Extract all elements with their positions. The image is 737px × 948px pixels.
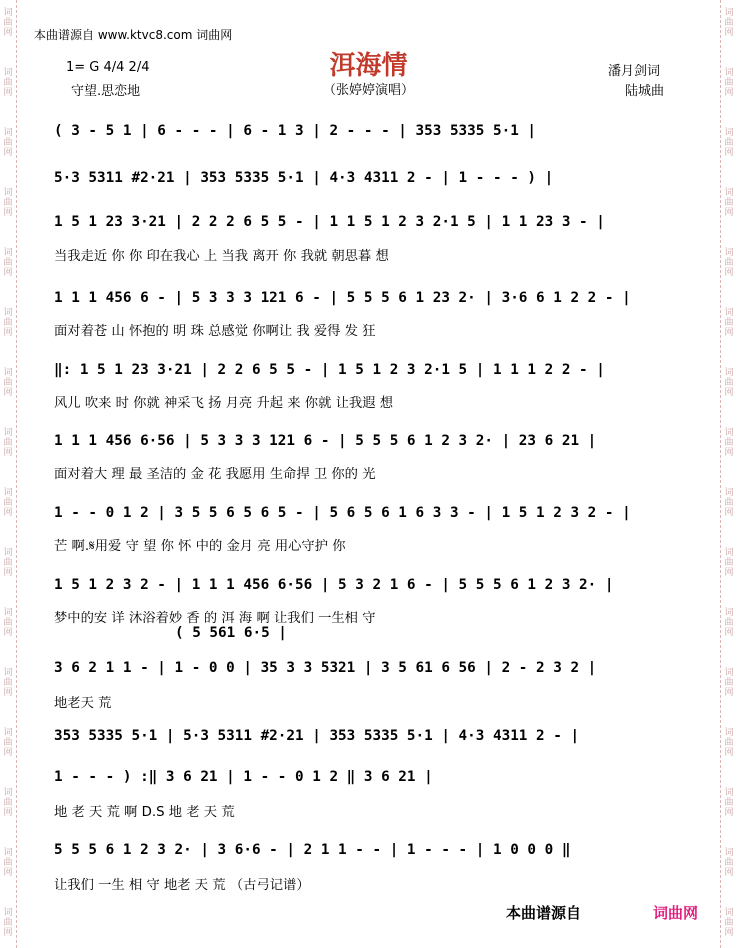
footer-source-label: 本曲谱源自 <box>506 904 582 922</box>
watermark-text: 词曲网 <box>724 848 734 878</box>
watermark-text: 词曲网 <box>3 848 13 878</box>
watermark-text: 词曲网 <box>724 368 734 398</box>
watermark-text: 词曲网 <box>3 188 13 218</box>
watermark-text: 词曲网 <box>724 608 734 638</box>
mood-marking: 守望.思恋地 <box>71 84 141 99</box>
notation-line: ‖: 1 5 1 23 3·21 | 2 2 6 5 5 - | 1 5 1 2 3 2·1 5 | 1 1 1 2 2 - | <box>54 362 605 378</box>
watermark-text: 词曲网 <box>724 488 734 518</box>
watermark-text: 词曲网 <box>3 488 13 518</box>
watermark-text: 词曲网 <box>724 788 734 818</box>
notation-line: ( 5 561 6·5 | <box>175 625 287 641</box>
watermark-text: 词曲网 <box>724 188 734 218</box>
watermark-text: 词曲网 <box>3 128 13 158</box>
left-margin-watermark <box>0 0 17 948</box>
watermark-text: 词曲网 <box>724 908 734 938</box>
watermark-text: 词曲网 <box>3 788 13 818</box>
notation-line: 353 5335 5·1 | 5·3 5311 #2·21 | 353 5335 5·1 | 4·3 4311 2 - | <box>54 728 580 744</box>
lyrics-line: 地老天 荒 <box>54 696 112 711</box>
lyrics-line: 芒 啊.𝄋用爱 守 望 你 怀 中的 金月 亮 用心守护 你 <box>54 539 346 554</box>
lyrics-line: 面对着苍 山 怀抱的 明 珠 总感觉 你啊让 我 爱得 发 狂 <box>54 324 376 339</box>
watermark-text: 词曲网 <box>724 668 734 698</box>
notation-line: 1 1 1 456 6 - | 5 3 3 3 121 6 - | 5 5 5 6 1 23 2· | 3·6 6 1 2 2 - | <box>54 290 631 306</box>
notation-line: 5·3 5311 #2·21 | 353 5335 5·1 | 4·3 4311 2 - | 1 - - - ) | <box>54 170 554 186</box>
notation-line: 1 5 1 23 3·21 | 2 2 2 6 5 5 - | 1 1 5 1 2 3 2·1 5 | 1 1 23 3 - | <box>54 214 605 230</box>
watermark-text: 词曲网 <box>724 728 734 758</box>
watermark-text: 词曲网 <box>724 68 734 98</box>
singer-credit: （张婷婷演唱） <box>322 83 414 98</box>
watermark-text: 词曲网 <box>3 368 13 398</box>
watermark-text: 词曲网 <box>3 728 13 758</box>
watermark-text: 词曲网 <box>724 308 734 338</box>
lyrics-line: 地 老 天 荒 啊 D.S 地 老 天 荒 <box>54 805 235 820</box>
notation-line: 1 5 1 2 3 2 - | 1 1 1 456 6·56 | 5 3 2 1 6 - | 5 5 5 6 1 2 3 2· | <box>54 577 614 593</box>
watermark-text: 词曲网 <box>3 428 13 458</box>
notation-line: 1 - - - ) :‖ 3 6 21 | 1 - - 0 1 2 ‖ 3 6 21 | <box>54 769 433 785</box>
notation-line: 1 - - 0 1 2 | 3 5 5 6 5 6 5 - | 5 6 5 6 1 6 3 3 - | 1 5 1 2 3 2 - | <box>54 505 631 521</box>
notation-line: 1 1 1 456 6·56 | 5 3 3 3 121 6 - | 5 5 5 6 1 2 3 2· | 23 6 21 | <box>54 433 597 449</box>
lyrics-line: 让我们 一生 相 守 地老 天 荒 （古弓记谱） <box>54 878 310 893</box>
notation-line: 5 5 5 6 1 2 3 2· | 3 6·6 - | 2 1 1 - - | 1 - - - | 1 0 0 0 ‖ <box>54 842 571 858</box>
right-margin-watermark <box>720 0 737 948</box>
lyricist-credit: 潘月剑词 <box>608 64 661 79</box>
watermark-text: 词曲网 <box>3 548 13 578</box>
footer-site-name: 词曲网 <box>653 904 699 922</box>
watermark-text: 词曲网 <box>3 8 13 38</box>
lyrics-line: 面对着大 理 最 圣洁的 金 花 我愿用 生命捍 卫 你的 光 <box>54 467 376 482</box>
lyrics-line: 当我走近 你 你 印在我心 上 当我 离开 你 我就 朝思暮 想 <box>54 249 389 264</box>
lyrics-line: 梦中的安 详 沐浴着妙 香 的 洱 海 啊 让我们 一生相 守 <box>54 611 376 626</box>
source-line: 本曲谱源自 www.ktvc8.com 词曲网 <box>34 28 233 42</box>
notation-line: ( 3 - 5 1 | 6 - - - | 6 - 1 3 | 2 - - - | 353 5335 5·1 | <box>54 123 537 139</box>
watermark-text: 词曲网 <box>3 608 13 638</box>
notation-line: 3 6 2 1 1 - | 1 - 0 0 | 35 3 3 5321 | 3 5 61 6 56 | 2 - 2 3 2 | <box>54 660 597 676</box>
watermark-text: 词曲网 <box>724 8 734 38</box>
watermark-text: 词曲网 <box>3 308 13 338</box>
watermark-text: 词曲网 <box>3 68 13 98</box>
watermark-text: 词曲网 <box>3 908 13 938</box>
watermark-text: 词曲网 <box>724 428 734 458</box>
song-title: 洱海情 <box>329 51 408 81</box>
composer-credit: 陆城曲 <box>625 84 665 99</box>
key-signature: 1= G 4/4 2/4 <box>66 60 150 75</box>
lyrics-line: 风儿 吹来 时 你就 神采飞 扬 月亮 升起 来 你就 让我遐 想 <box>54 396 394 411</box>
watermark-text: 词曲网 <box>3 668 13 698</box>
watermark-text: 词曲网 <box>3 248 13 278</box>
watermark-text: 词曲网 <box>724 548 734 578</box>
watermark-text: 词曲网 <box>724 248 734 278</box>
watermark-text: 词曲网 <box>724 128 734 158</box>
